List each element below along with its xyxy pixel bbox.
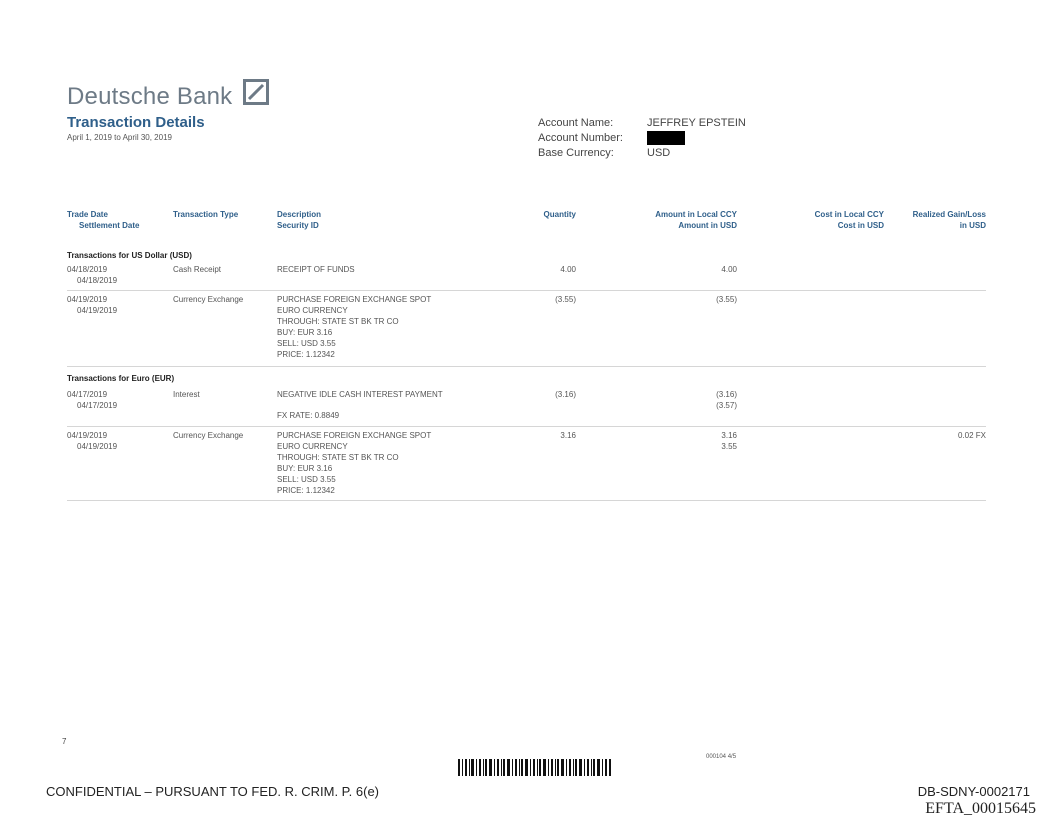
row-divider (67, 426, 986, 427)
col-transaction-type: Transaction Type (173, 210, 239, 219)
quantity: (3.16) (555, 390, 576, 399)
account-name-label: Account Name: (538, 117, 614, 129)
description-line: PRICE: 1.12342 (277, 486, 335, 495)
confidential-notice: CONFIDENTIAL – PURSUANT TO FED. R. CRIM. P. 6(e) (46, 784, 380, 799)
col-realized-gain-loss: Realized Gain/Loss (912, 210, 986, 219)
settlement-date: 04/17/2019 (77, 401, 118, 410)
page-title: Transaction Details (67, 114, 205, 131)
statement-period: April 1, 2019 to April 30, 2019 (67, 133, 172, 142)
amount-local: 4.00 (721, 265, 737, 274)
trade-date: 04/17/2019 (67, 390, 108, 399)
amount-local: (3.55) (716, 295, 737, 304)
fx-rate: FX RATE: 0.8849 (277, 411, 340, 420)
col-amount-usd: Amount in USD (678, 221, 737, 230)
description-line: EURO CURRENCY (277, 442, 348, 451)
barcode-icon (458, 759, 612, 776)
amount-usd: (3.57) (716, 401, 737, 410)
amount-local: 3.16 (721, 431, 737, 440)
account-name-value: JEFFREY EPSTEIN (647, 117, 746, 129)
description-line: PURCHASE FOREIGN EXCHANGE SPOT (277, 431, 432, 440)
quantity: (3.55) (555, 295, 576, 304)
transaction-type: Interest (173, 390, 200, 399)
section-title-usd: Transactions for US Dollar (USD) (67, 251, 192, 260)
transaction-type: Cash Receipt (173, 265, 222, 274)
col-cost-local: Cost in Local CCY (814, 210, 884, 219)
col-quantity: Quantity (543, 210, 576, 219)
description-line: SELL: USD 3.55 (277, 339, 336, 348)
bates-number-sdny: DB-SDNY-0002171 (917, 784, 1030, 799)
quantity: 3.16 (560, 431, 576, 440)
bank-name: Deutsche Bank (67, 83, 233, 110)
bates-number-efta: EFTA_00015645 (925, 800, 1036, 817)
col-security-id: Security ID (277, 221, 319, 230)
description-line: EURO CURRENCY (277, 306, 348, 315)
description-line: BUY: EUR 3.16 (277, 328, 333, 337)
description-line: RECEIPT OF FUNDS (277, 265, 355, 274)
description-line: PURCHASE FOREIGN EXCHANGE SPOT (277, 295, 432, 304)
amount-usd: 3.55 (721, 442, 737, 451)
account-number-label: Account Number: (538, 132, 623, 144)
col-settlement-date: Settlement Date (79, 221, 140, 230)
col-trade-date: Trade Date (67, 210, 108, 219)
description-line: BUY: EUR 3.16 (277, 464, 333, 473)
description-line: THROUGH: STATE ST BK TR CO (277, 453, 399, 462)
transaction-type: Currency Exchange (173, 431, 244, 440)
row-divider (67, 366, 986, 367)
deutsche-bank-logo-icon (243, 79, 269, 105)
redacted-account-number (647, 131, 685, 145)
base-currency-label: Base Currency: (538, 147, 614, 159)
page-number: 7 (62, 737, 67, 746)
transaction-type: Currency Exchange (173, 295, 244, 304)
col-description: Description (277, 210, 322, 219)
settlement-date: 04/18/2019 (77, 276, 118, 285)
amount-local: (3.16) (716, 390, 737, 399)
trade-date: 04/19/2019 (67, 295, 108, 304)
settlement-date: 04/19/2019 (77, 442, 118, 451)
col-cost-usd: Cost in USD (837, 221, 884, 230)
settlement-date: 04/19/2019 (77, 306, 118, 315)
description-line: THROUGH: STATE ST BK TR CO (277, 317, 399, 326)
mail-code: 000104 4/5 (706, 754, 737, 760)
col-realized-gain-loss-unit: in USD (959, 221, 986, 230)
row-divider (67, 500, 986, 501)
description-line: SELL: USD 3.55 (277, 475, 336, 484)
trade-date: 04/18/2019 (67, 265, 108, 274)
col-amount-local: Amount in Local CCY (655, 210, 737, 219)
trade-date: 04/19/2019 (67, 431, 108, 440)
section-title-eur: Transactions for Euro (EUR) (67, 374, 175, 383)
realized-gain-loss: 0.02 FX (957, 431, 986, 440)
description-line: NEGATIVE IDLE CASH INTEREST PAYMENT (277, 390, 443, 399)
row-divider (67, 290, 986, 291)
description-line: PRICE: 1.12342 (277, 350, 335, 359)
quantity: 4.00 (560, 265, 576, 274)
base-currency-value: USD (647, 147, 671, 159)
